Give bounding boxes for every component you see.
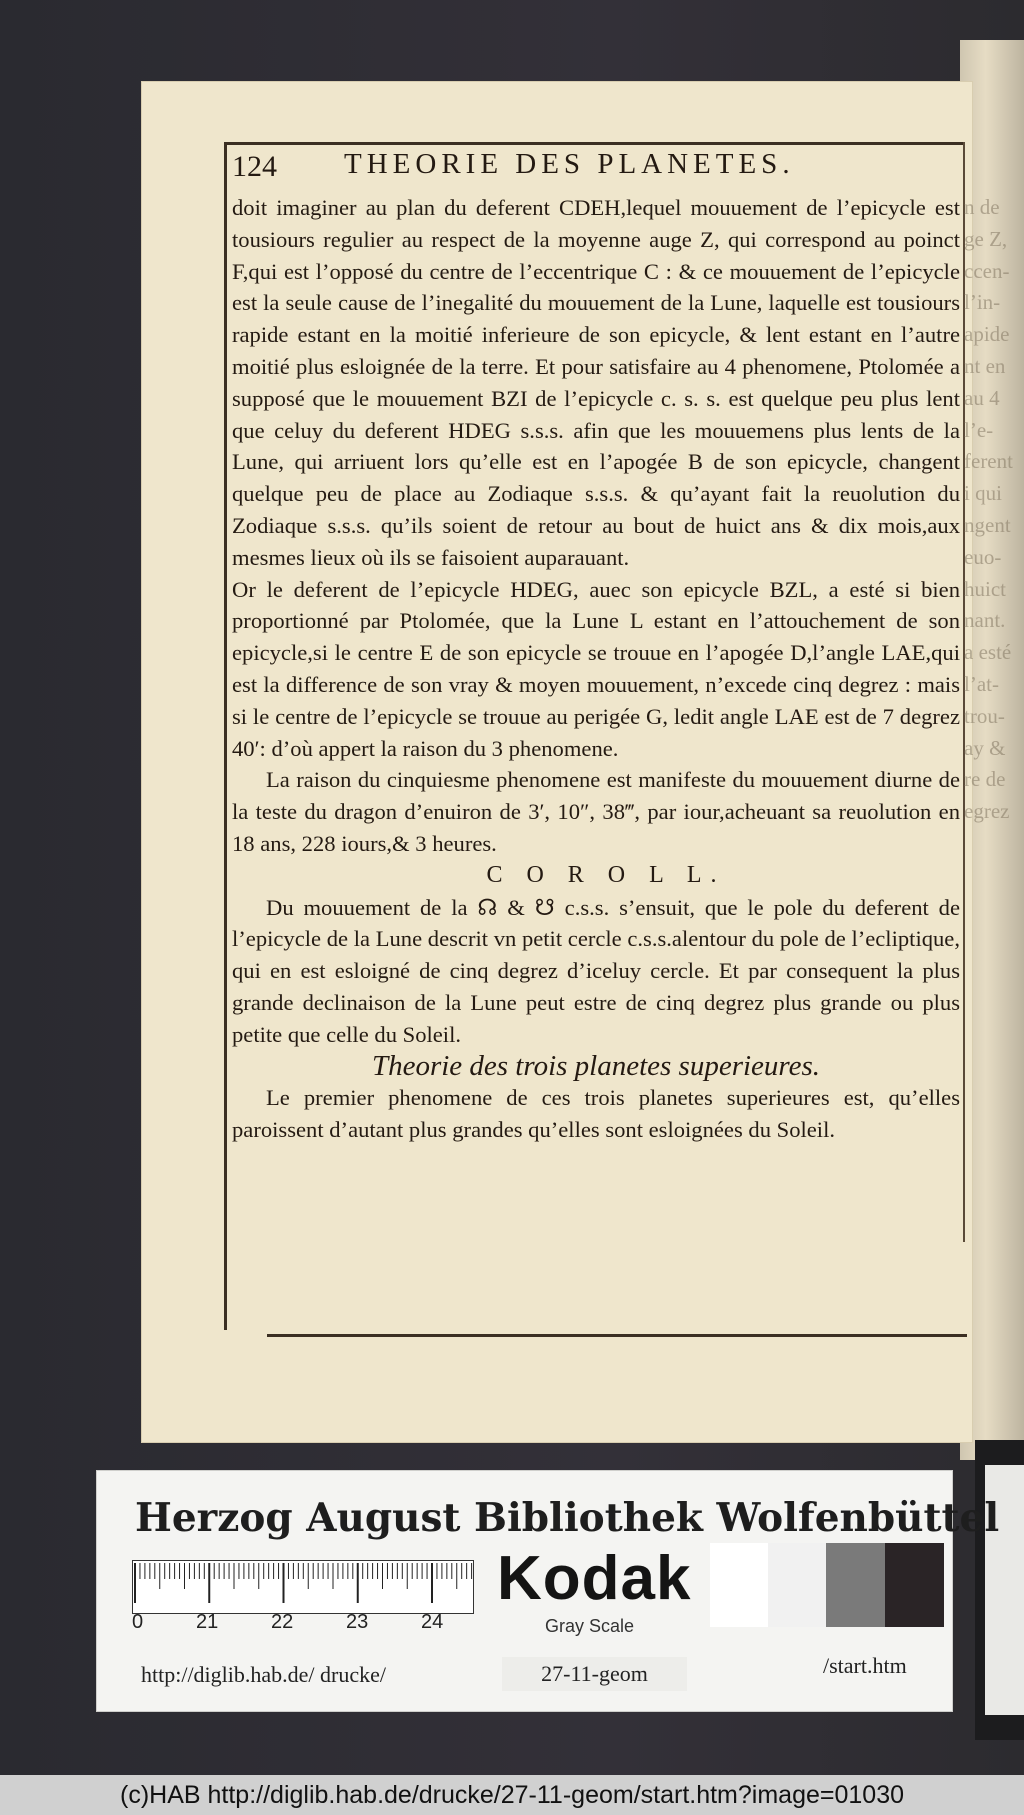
ghost-line: nant. bbox=[964, 608, 1006, 633]
ghost-line: n de bbox=[964, 195, 1000, 219]
library-name: Herzog August Bibliothek Wolfenbüttel bbox=[135, 1495, 1000, 1541]
ghost-line: l’in- bbox=[964, 290, 1001, 315]
ghost-line: apide bbox=[964, 322, 1010, 347]
ghost-line: euo- bbox=[964, 544, 1002, 569]
ruler-labels bbox=[132, 1611, 472, 1637]
paragraph-1: doit imaginer au plan du deferent CDEH,lequel mouuement de l’epicycle est tousiours regulier au respect de la moyenne auge Z, qui correspond au poinct F,qui est l’opposé du centre de l’eccentrique C : & ce mouuement de l’epicycle est la seule cause de l’inegalité du mouuement de la Lune, laquelle est tousiours rapide estant en la moitié inferieure de son epicycle, & lent estant en l’autre moitié plus esloignée de la terre. Et pour satisfaire au 4 phenomene, Ptolomée a supposé que le mouuement BZI de l’epicycle c. s. s. est quelque peu plus lent que celuy du deferent HDEG s.s.s. afin que les mouuemens plus lents de la Lune, qui arriuent lors qu’elle est en l’apogée B de son epicycle, changent quelque peu de place au Zodiaque s.s.s. & qu’ayant fait la reuolution du Zodiaque s.s.s. qu’ils soient de retour au bout de huict ans & dix mois,aux mesmes lieux où ils se faisoient auparauant. bbox=[232, 195, 960, 570]
ghost-line: l’e- bbox=[964, 417, 994, 442]
paragraph-3: La raison du cinquiesme phenomene est manifeste du mouuement diurne de la teste du dragon d’enuiron de 3′, 10″, 38‴, par iour,acheuant sa reuolution en 18 ans, 228 iours,& 3 heures. bbox=[232, 767, 960, 856]
running-title: THEORIE DES PLANETES. bbox=[344, 148, 795, 180]
gray-patch bbox=[826, 1543, 885, 1627]
ghost-line: nt en bbox=[964, 353, 1006, 378]
ruler-ticks bbox=[133, 1561, 473, 1613]
gray-patch bbox=[885, 1543, 944, 1627]
ruler-label: 24 bbox=[421, 1611, 444, 1633]
ghost-line: re de bbox=[964, 767, 1006, 792]
facing-page-ghost-text bbox=[964, 192, 1024, 828]
ghost-line: egrez bbox=[964, 799, 1010, 824]
ruler-label: 23 bbox=[346, 1611, 369, 1633]
ghost-line: trou- bbox=[964, 703, 1005, 728]
ruler bbox=[132, 1560, 474, 1614]
section-title: Theorie des trois planetes superieures. bbox=[371, 1049, 821, 1082]
ghost-line: huict bbox=[964, 576, 1006, 601]
ghost-line: ay & bbox=[964, 735, 1006, 760]
section-text: Le premier phenomene de ces trois planetes superieures est, qu’elles paroissent d’autant plus grandes qu’elles sont esloignées du Soleil. bbox=[232, 1085, 960, 1143]
color-target bbox=[96, 1470, 1000, 1712]
gray-patches bbox=[710, 1543, 944, 1627]
ghost-line: l’at- bbox=[964, 671, 999, 696]
ruler-label: 22 bbox=[271, 1611, 294, 1633]
ghost-line: ccen- bbox=[964, 258, 1010, 283]
ghost-line: au 4 bbox=[964, 385, 1000, 410]
gray-scale-label: Gray Scale bbox=[545, 1616, 635, 1636]
ruler-label: 0 bbox=[132, 1611, 144, 1633]
corollary-title: C O R O L L. bbox=[486, 861, 726, 888]
url-code: 27-11-geom bbox=[502, 1657, 687, 1691]
ghost-line: a esté bbox=[964, 640, 1012, 665]
image-caption: (c)HAB http://diglib.hab.de/drucke/27-11-geom/start.htm?image=01030 bbox=[0, 1775, 1024, 1815]
page-number: 124 bbox=[232, 150, 277, 183]
ghost-line: ge Z, bbox=[964, 226, 1008, 251]
ghost-line: ferent bbox=[964, 449, 1013, 474]
gray-patch bbox=[710, 1543, 768, 1627]
url-right: /start.htm bbox=[823, 1653, 907, 1678]
kodak-logo: Kodak bbox=[497, 1544, 692, 1613]
ghost-line: i qui bbox=[964, 481, 1002, 506]
url-left: http://diglib.hab.de/ drucke/ bbox=[141, 1662, 387, 1687]
page-header bbox=[232, 146, 957, 194]
bottom-rule bbox=[267, 1334, 967, 1337]
page-text bbox=[232, 192, 960, 1146]
corollary-text: Du mouuement de la ☊ & ☋ c.s.s. s’ensuit, que le pole du deferent de l’epicycle de la Lune descrit vn petit cercle c.s.s.alentour du pole de l’ecliptique, qui en est esloigné de cinq degrez d’iceluy cercle. Et par consequent la plus grande declinaison de la Lune peut estre de cinq degrez plus grande ou plus petite que celle du Soleil. bbox=[232, 894, 960, 1047]
paragraph-2: Or le deferent de l’epicycle HDEG, auec son epicycle BZL, a esté si bien proportionné par Ptolomée, que la Lune L estant en l’attouchement de son epicycle,si le centre E de son epicycle se trouue en l’apogée D,l’angle LAE,qui est la difference de son vray & moyen mouuement, n’excede cinq degrez : mais si le centre de l’epicycle se trouue au perigée G, ledit angle LAE est de 7 degrez 40′: d’où appert la raison du 3 phenomene. bbox=[232, 576, 960, 761]
ruler-label: 21 bbox=[196, 1611, 219, 1633]
gray-patch bbox=[768, 1543, 826, 1627]
book-page bbox=[142, 82, 1013, 1442]
ghost-line: ngent bbox=[964, 512, 1011, 537]
